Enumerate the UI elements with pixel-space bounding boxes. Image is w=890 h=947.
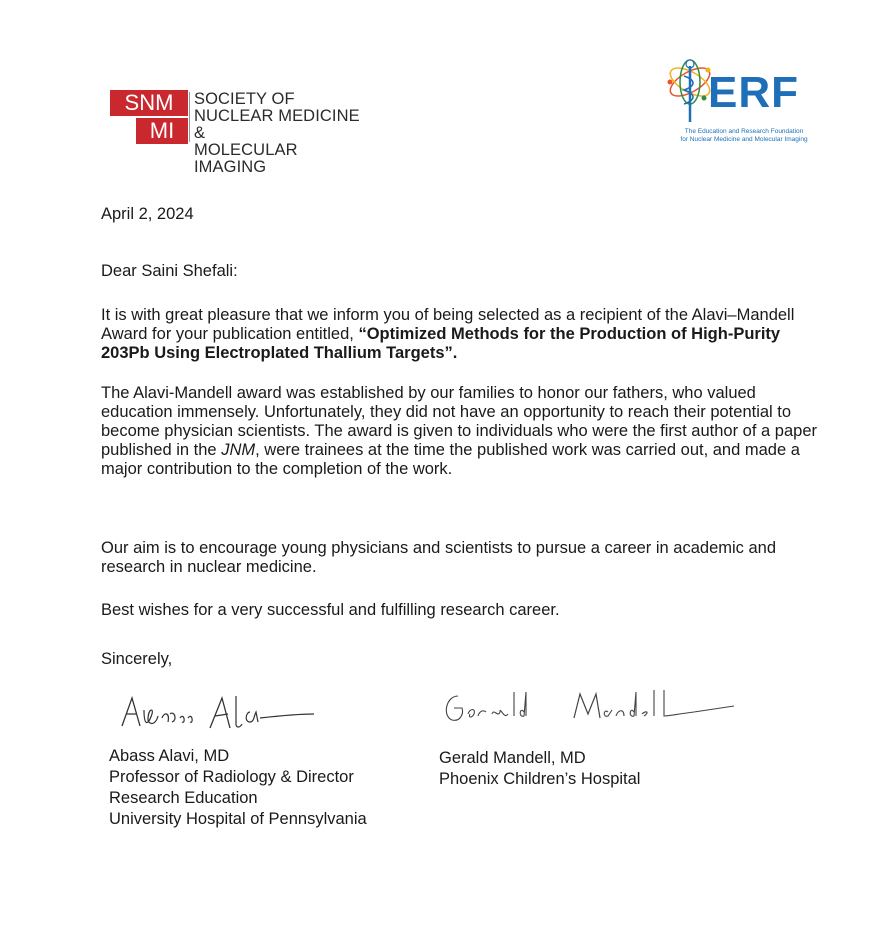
snmmi-logo-divider bbox=[189, 92, 190, 142]
paragraph-1-text: It is with great pleasure that we inform you of being selected as a recipient of the Alavi–Mandell Award for your publication entitled, bbox=[101, 306, 795, 343]
journal-name: JNM bbox=[221, 441, 256, 459]
signatory-name: Abass Alavi, MD bbox=[109, 747, 230, 765]
snmmi-logo bbox=[110, 90, 370, 176]
paragraph-2-text-b: , were trainees at the time the published work was carried out, and made a major contribution to the completion of the work. bbox=[101, 441, 800, 478]
snmmi-logo-text bbox=[194, 91, 370, 176]
letter-date: April 2, 2024 bbox=[101, 205, 194, 223]
paragraph-2-text-a: The Alavi-Mandell award was established by our families to honor our fathers, who valued education immensely. Unfortunately, they did not have an opportunity to reach their potential to become physician scientists. The award is given to individuals who were the first author of a paper published in the bbox=[101, 384, 817, 459]
signature-mandell bbox=[438, 686, 738, 730]
letter-paragraph-3: Our aim is to encourage young physicians and scientists to pursue a career in academic and research in nuclear medicine. bbox=[101, 539, 777, 576]
erf-logo-subtitle-line: The Education and Research Foundation bbox=[684, 128, 804, 135]
erf-logo-subtitle bbox=[668, 128, 820, 144]
signatory-title: Professor of Radiology & Director bbox=[109, 768, 354, 786]
snmmi-logo-line: MOLECULAR IMAGING bbox=[194, 141, 298, 176]
letter-paragraph-1 bbox=[101, 306, 821, 363]
signature-alavi bbox=[118, 690, 318, 738]
snmmi-logo-cell-top: SNM bbox=[110, 90, 188, 116]
signatory-organization: University Hospital of Pennsylvania bbox=[109, 810, 367, 828]
erf-logo-subtitle-line: for Nuclear Medicine and Molecular Imaging bbox=[680, 136, 808, 143]
erf-logo bbox=[664, 44, 824, 154]
letter-salutation: Dear Saini Shefali: bbox=[101, 262, 238, 280]
snmmi-logo-line: NUCLEAR MEDICINE & bbox=[194, 107, 360, 142]
erf-logo-letters: ERF bbox=[708, 68, 799, 117]
letter-closing: Sincerely, bbox=[101, 650, 173, 668]
snmmi-logo-line: SOCIETY OF bbox=[194, 90, 295, 108]
signatory-name: Gerald Mandell, MD bbox=[439, 749, 586, 767]
publication-title: “Optimized Methods for the Production of High-Purity 203Pb Using Electroplated Thallium Targets”. bbox=[101, 325, 781, 362]
signatory-alavi bbox=[109, 746, 367, 830]
signatory-title: Research Education bbox=[109, 789, 258, 807]
snmmi-logo-cell-bottom: MI bbox=[136, 118, 188, 144]
letter-paragraph-4: Best wishes for a very successful and fulfilling research career. bbox=[101, 601, 560, 619]
signatory-mandell bbox=[439, 748, 640, 790]
letter-paragraph-2 bbox=[101, 384, 821, 479]
signatory-organization: Phoenix Children’s Hospital bbox=[439, 770, 641, 788]
